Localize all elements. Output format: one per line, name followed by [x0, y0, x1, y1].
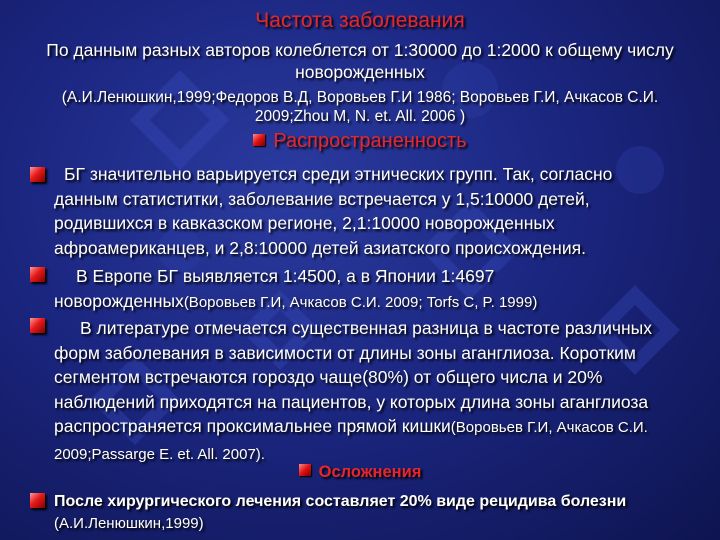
bullet-text: В литературе отмечается существенная разница в частоте различных форм заболевания в зависимости от длины зоны аганглиоза. Коротким сегментом встречаются гороздо чаще(80%) от общего числа и 20% наблюдений приходятся на пациентов, у которых длина зоны аганглиоза распространяется проксимальнее прямой кишки — [54, 318, 653, 436]
intro-text: По данным разных авторов колеблется от 1:30000 до 1:2000 к общему числу новорожденных — [46, 40, 674, 82]
bullet-item-europe-japan — [54, 264, 674, 315]
intro-references: (А.И.Ленюшкин,1999;Федоров В.Д, Воровьев Г.И 1986; Воровьев Г.И, Ачкасов С.И. 2009;Zhou M, N. et. All. 2006 ) — [61, 89, 659, 125]
bullet-references: (Воровьев Г.И, Ачкасов С.И. 2009;Passarge E. et. All. 2007). — [54, 419, 648, 463]
bullet-square-icon — [30, 167, 45, 182]
bullet-references: (А.И.Ленюшкин,1999) — [54, 515, 204, 532]
section-heading-prevalence — [0, 128, 720, 154]
bullet-text: После хирургического лечения составляет 20% виде рецидива болезни — [54, 493, 627, 510]
bullet-square-icon — [253, 134, 265, 146]
section-heading-complications — [0, 461, 720, 483]
bullet-item-literature — [54, 316, 674, 467]
bullet-item-ethnic — [54, 162, 674, 260]
bullet-square-icon — [30, 267, 45, 282]
bullet-item-complication — [54, 491, 674, 535]
section-heading-prevalence-label: Распространенность — [273, 130, 467, 152]
bullet-references: (Воровьев Г.И, Ачкасов С.И. 2009; Torfs C, P. 1999) — [183, 293, 538, 311]
bullet-square-icon — [299, 464, 311, 476]
bullet-square-icon — [30, 318, 45, 333]
section-heading-complications-label: Осложнения — [318, 463, 422, 481]
bullet-text: В Европе БГ выявляется 1:4500, а в Японии 1:4697 новорожденных — [54, 266, 495, 311]
slide-title: Частота заболевания — [255, 9, 465, 32]
bullet-text: БГ значительно варьируется среди этнических групп. Так, согласно данным статиститки, заболевание встречается у 1,5:10000 детей, родившихся в кавказском регионе, 2,1:10000 новорожденных афроамериканцев, и 2,8:10000 детей азиатского происхождения. — [54, 164, 613, 258]
bullet-square-icon — [30, 493, 45, 508]
